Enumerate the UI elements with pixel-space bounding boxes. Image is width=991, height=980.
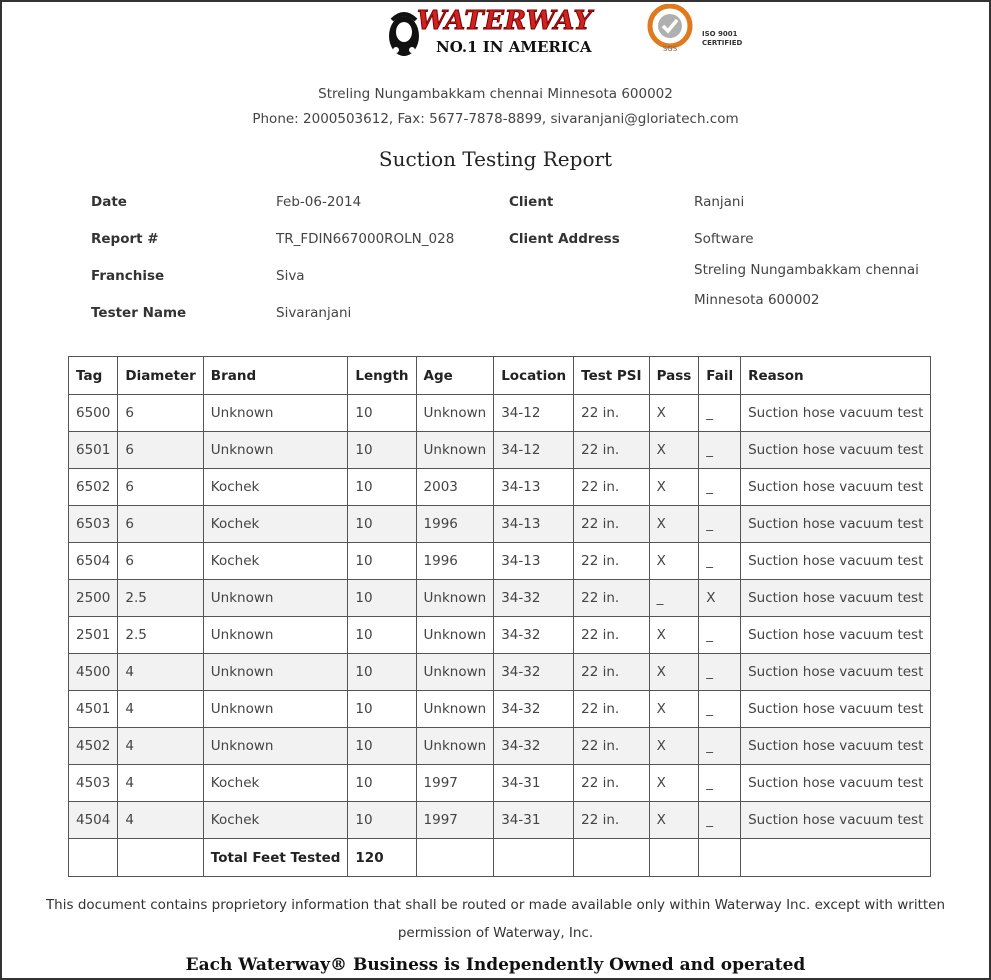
empty-cell	[494, 839, 574, 877]
franchise-value: Siva	[276, 268, 305, 284]
table-row	[69, 506, 931, 543]
table-cell: 22 in.	[574, 728, 649, 765]
total-row	[69, 839, 931, 877]
column-header: Diameter	[118, 357, 203, 395]
iso-certified-text	[702, 30, 742, 48]
table-cell: 34-32	[494, 654, 574, 691]
table-cell: Unknown	[203, 432, 348, 469]
table-cell: 10	[348, 506, 416, 543]
table-cell: 6	[118, 432, 203, 469]
table-cell: X	[649, 691, 699, 728]
table-cell: 22 in.	[574, 654, 649, 691]
table-cell: 4504	[69, 802, 118, 839]
table-cell: 4	[118, 802, 203, 839]
table-cell: 34-13	[494, 543, 574, 580]
table-cell: _	[699, 728, 741, 765]
column-header: Length	[348, 357, 416, 395]
table-cell: Unknown	[203, 395, 348, 432]
empty-cell	[741, 839, 931, 877]
date-label: Date	[91, 194, 127, 210]
table-cell: X	[649, 395, 699, 432]
tester-name-value: Sivaranjani	[276, 305, 352, 321]
proprietary-notice: This document contains proprietory information that shall be routed or made available only within Waterway Inc. except with written permission of Waterway, Inc.	[45, 897, 946, 941]
ownership-tagline: Each Waterway® Business is Independently Owned and operated	[185, 955, 806, 975]
table-cell: 10	[348, 691, 416, 728]
table-cell: 2501	[69, 617, 118, 654]
column-header: Fail	[699, 357, 741, 395]
table-cell: _	[699, 654, 741, 691]
table-cell: Unknown	[203, 580, 348, 617]
client-address-label: Client Address	[509, 231, 620, 247]
table-cell: Suction hose vacuum test	[741, 802, 931, 839]
table-cell: Suction hose vacuum test	[741, 395, 931, 432]
table-cell: Suction hose vacuum test	[741, 506, 931, 543]
table-cell: _	[699, 802, 741, 839]
header-logos	[384, 4, 744, 62]
client-label: Client	[509, 194, 554, 210]
table-cell: Suction hose vacuum test	[741, 543, 931, 580]
table-cell: 10	[348, 654, 416, 691]
table-cell: _	[699, 765, 741, 802]
table-cell: _	[699, 506, 741, 543]
table-cell: 6	[118, 506, 203, 543]
franchise-label: Franchise	[91, 268, 165, 284]
company-contact: Phone: 2000503612, Fax: 5677-7878-8899, sivaranjani@gloriatech.com	[252, 111, 739, 127]
table-cell: 6	[118, 395, 203, 432]
table-cell: 10	[348, 617, 416, 654]
column-header: Tag	[69, 357, 118, 395]
table-cell: Suction hose vacuum test	[741, 728, 931, 765]
table-cell: Kochek	[203, 765, 348, 802]
table-cell: 6500	[69, 395, 118, 432]
table-cell: 4	[118, 691, 203, 728]
table-cell: _	[699, 617, 741, 654]
table-cell: 10	[348, 728, 416, 765]
table-row	[69, 765, 931, 802]
table-cell: X	[649, 802, 699, 839]
table-cell: Unknown	[416, 580, 494, 617]
client-address-line1: Software	[694, 231, 754, 247]
table-cell: 34-12	[494, 395, 574, 432]
test-results-table	[68, 356, 931, 877]
table-cell: Suction hose vacuum test	[741, 617, 931, 654]
column-header: Brand	[203, 357, 348, 395]
table-row	[69, 469, 931, 506]
table-cell: 22 in.	[574, 802, 649, 839]
table-cell: 1996	[416, 506, 494, 543]
table-cell: Unknown	[416, 728, 494, 765]
iso-certification	[646, 4, 744, 58]
table-cell: 6502	[69, 469, 118, 506]
table-cell: 22 in.	[574, 395, 649, 432]
table-cell: 22 in.	[574, 765, 649, 802]
table-row	[69, 432, 931, 469]
table-cell: Suction hose vacuum test	[741, 691, 931, 728]
total-value: 120	[348, 839, 416, 877]
table-cell: 4	[118, 654, 203, 691]
table-header-row	[69, 357, 931, 395]
waterway-logo	[384, 4, 614, 62]
table-cell: 2003	[416, 469, 494, 506]
table-cell: 4	[118, 765, 203, 802]
table-cell: _	[699, 395, 741, 432]
client-address-line3: Minnesota 600002	[694, 292, 820, 308]
table-cell: 2500	[69, 580, 118, 617]
table-cell: 10	[348, 543, 416, 580]
table-cell: 10	[348, 432, 416, 469]
table-cell: 22 in.	[574, 617, 649, 654]
table-cell: X	[649, 506, 699, 543]
table-cell: 10	[348, 580, 416, 617]
table-cell: Unknown	[416, 617, 494, 654]
table-cell: 34-13	[494, 506, 574, 543]
column-header: Reason	[741, 357, 931, 395]
table-cell: 22 in.	[574, 469, 649, 506]
table-cell: Suction hose vacuum test	[741, 432, 931, 469]
table-cell: X	[649, 543, 699, 580]
table-cell: 10	[348, 765, 416, 802]
table-row	[69, 543, 931, 580]
sgs-certification-icon	[646, 4, 694, 52]
table-row	[69, 654, 931, 691]
empty-cell	[416, 839, 494, 877]
table-cell: 6	[118, 469, 203, 506]
table-cell: Suction hose vacuum test	[741, 765, 931, 802]
column-header: Age	[416, 357, 494, 395]
table-cell: 1997	[416, 765, 494, 802]
table-row	[69, 802, 931, 839]
table-cell: 6501	[69, 432, 118, 469]
table-cell: X	[649, 654, 699, 691]
logo-tagline: NO.1 IN AMERICA	[436, 38, 592, 56]
table-cell: 1997	[416, 802, 494, 839]
table-cell: Unknown	[203, 728, 348, 765]
tester-name-label: Tester Name	[91, 305, 187, 321]
table-cell: 4501	[69, 691, 118, 728]
table-row	[69, 617, 931, 654]
table-cell: 22 in.	[574, 691, 649, 728]
table-row	[69, 580, 931, 617]
sgs-label: SGS	[662, 45, 678, 52]
empty-cell	[69, 839, 118, 877]
table-cell: 22 in.	[574, 506, 649, 543]
column-header: Pass	[649, 357, 699, 395]
iso-line2: CERTIFIED	[702, 39, 743, 47]
table-row	[69, 691, 931, 728]
report-number-value: TR_FDIN667000ROLN_028	[276, 231, 455, 247]
table-cell: 34-32	[494, 617, 574, 654]
empty-cell	[649, 839, 699, 877]
table-row	[69, 728, 931, 765]
table-cell: 22 in.	[574, 580, 649, 617]
table-cell: X	[649, 617, 699, 654]
report-title: Suction Testing Report	[378, 147, 613, 171]
table-cell: Unknown	[416, 432, 494, 469]
company-address: Streling Nungambakkam chennai Minnesota 600002	[318, 86, 673, 102]
table-cell: _	[699, 469, 741, 506]
table-cell: 22 in.	[574, 432, 649, 469]
table-cell: 34-31	[494, 765, 574, 802]
table-cell: Suction hose vacuum test	[741, 469, 931, 506]
table-cell: 34-32	[494, 691, 574, 728]
table-cell: Kochek	[203, 543, 348, 580]
report-number-label: Report #	[91, 231, 159, 247]
table-cell: 10	[348, 802, 416, 839]
client-address-line2: Streling Nungambakkam chennai	[694, 262, 919, 278]
table-row	[69, 395, 931, 432]
table-cell: Unknown	[416, 691, 494, 728]
table-cell: Unknown	[203, 691, 348, 728]
table-cell: 2.5	[118, 580, 203, 617]
logo-wordmark: WATERWAY	[417, 6, 593, 36]
table-cell: 4502	[69, 728, 118, 765]
table-cell: _	[699, 691, 741, 728]
client-value: Ranjani	[694, 194, 745, 210]
table-cell: X	[699, 580, 741, 617]
table-cell: X	[649, 432, 699, 469]
table-cell: Unknown	[203, 617, 348, 654]
table-cell: _	[699, 432, 741, 469]
table-cell: Kochek	[203, 506, 348, 543]
table-cell: _	[649, 580, 699, 617]
column-header: Test PSI	[574, 357, 649, 395]
empty-cell	[118, 839, 203, 877]
table-cell: Unknown	[416, 654, 494, 691]
table-cell: _	[699, 543, 741, 580]
table-cell: Unknown	[203, 654, 348, 691]
total-label: Total Feet Tested	[203, 839, 348, 877]
table-cell: 34-13	[494, 469, 574, 506]
table-cell: X	[649, 469, 699, 506]
table-cell: 4500	[69, 654, 118, 691]
table-cell: 6504	[69, 543, 118, 580]
table-cell: X	[649, 765, 699, 802]
table-cell: 1996	[416, 543, 494, 580]
empty-cell	[574, 839, 649, 877]
table-cell: 6	[118, 543, 203, 580]
table-cell: Kochek	[203, 802, 348, 839]
table-cell: 10	[348, 469, 416, 506]
table-cell: Suction hose vacuum test	[741, 654, 931, 691]
table-cell: 34-32	[494, 580, 574, 617]
table-cell: Kochek	[203, 469, 348, 506]
table-cell: 2.5	[118, 617, 203, 654]
table-cell: 10	[348, 395, 416, 432]
table-cell: 34-12	[494, 432, 574, 469]
table-cell: 4503	[69, 765, 118, 802]
table-cell: 6503	[69, 506, 118, 543]
table-cell: 22 in.	[574, 543, 649, 580]
table-cell: 34-31	[494, 802, 574, 839]
table-cell: Suction hose vacuum test	[741, 580, 931, 617]
empty-cell	[699, 839, 741, 877]
iso-line1: ISO 9001	[702, 30, 738, 38]
date-value: Feb-06-2014	[276, 194, 362, 210]
table-cell: 4	[118, 728, 203, 765]
table-cell: Unknown	[416, 395, 494, 432]
table-cell: X	[649, 728, 699, 765]
table-cell: 34-32	[494, 728, 574, 765]
column-header: Location	[494, 357, 574, 395]
